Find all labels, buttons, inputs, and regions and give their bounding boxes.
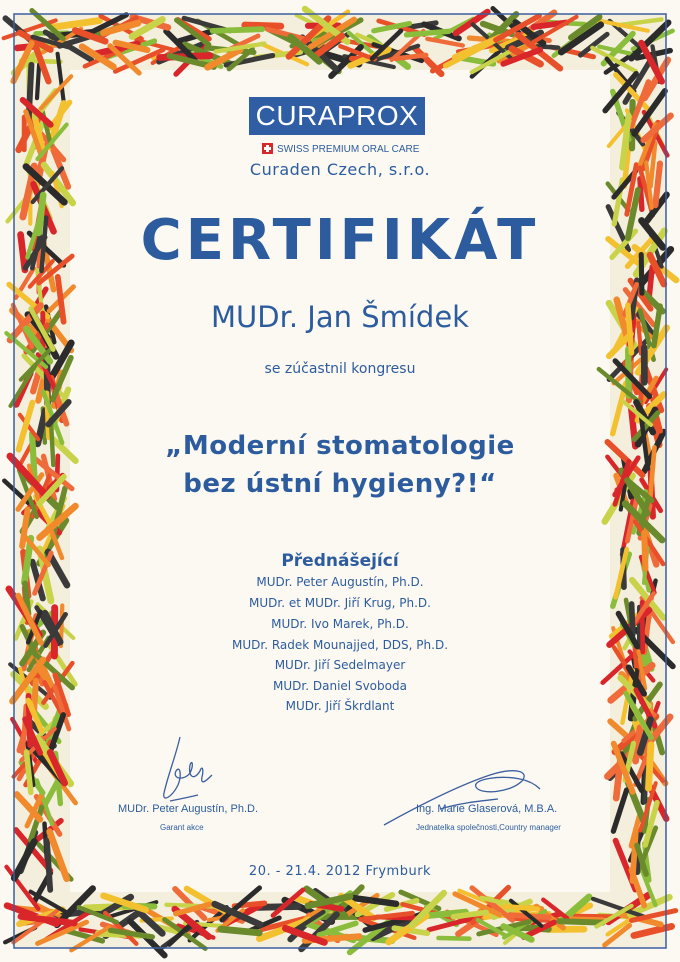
swiss-cross-icon bbox=[262, 143, 273, 154]
event-date-place: 20. - 21.4. 2012 Frymburk bbox=[248, 864, 432, 879]
lecturer-name: MUDr. Jiří Sedelmayer bbox=[274, 658, 406, 672]
certificate-title: CERTIFIKÁT bbox=[140, 208, 540, 273]
attended-text: se zúčastnil kongresu bbox=[264, 361, 416, 377]
tagline bbox=[262, 143, 419, 157]
lecturers-heading: Přednášející bbox=[281, 551, 399, 571]
congress-title-line-1: „Moderní stomatologie bbox=[165, 431, 515, 461]
company-name: Curaden Czech, s.r.o. bbox=[249, 160, 431, 179]
lecturer-name: MUDr. Jiří Škrdlant bbox=[285, 699, 395, 713]
lecturer-name: MUDr. Radek Mounajjed, DDS, Ph.D. bbox=[231, 638, 449, 652]
lecturer-name: MUDr. Daniel Svoboda bbox=[273, 679, 407, 693]
left-signatory-role: Garant akce bbox=[160, 823, 204, 832]
lecturer-name: MUDr. Ivo Marek, Ph.D. bbox=[271, 617, 409, 631]
right-signatory-role: Jednatelka společnosti,Country manager bbox=[416, 823, 561, 832]
left-signatory-name: MUDr. Peter Augustín, Ph.D. bbox=[118, 803, 259, 815]
tagline-text: SWISS PREMIUM ORAL CARE bbox=[277, 144, 420, 155]
recipient-name: MUDr. Jan Šmídek bbox=[211, 300, 469, 334]
lecturer-name: MUDr. et MUDr. Jiří Krug, Ph.D. bbox=[249, 596, 431, 610]
lecturer-name: MUDr. Peter Augustín, Ph.D. bbox=[256, 575, 424, 589]
congress-title-line-2: bez ústní hygieny?!“ bbox=[183, 469, 497, 499]
curaprox-logo: CURAPROX bbox=[249, 97, 425, 135]
right-signatory-name: Ing. Marie Glaserová, M.B.A. bbox=[416, 803, 558, 815]
